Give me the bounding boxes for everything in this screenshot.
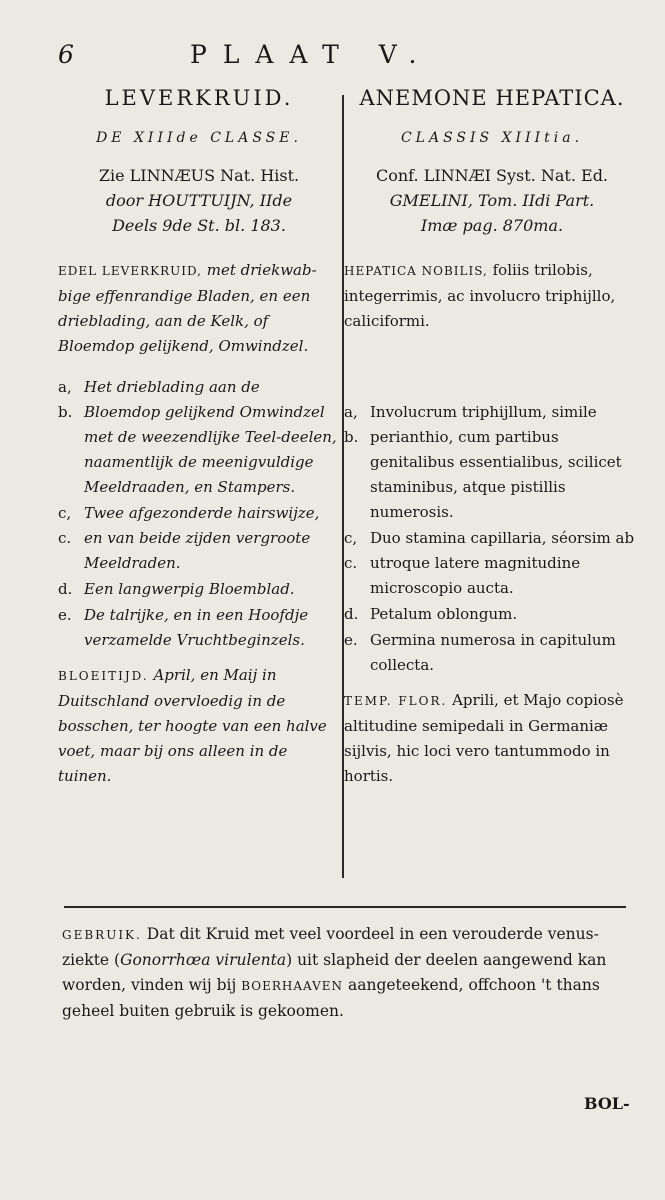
usage-text-b: ) uit slapheid der deelen aangewend kan worden, vinden wij bij [62, 951, 607, 994]
usage-text-a: Dat dit Kruid met veel voordeel in een verouderde venus-ziekte ( [62, 925, 599, 969]
usage-text-c: aangeteekend, offchoon 't thans geheel buiten gebruik is gekoomen. [62, 976, 600, 1020]
latin-description-lead: HEPATICA NOBILIS, [344, 264, 488, 278]
dutch-item-e [58, 603, 340, 653]
plate-title: PLAAT V. [190, 40, 433, 69]
dutch-ref-line-2: door HOUTTUIJN, IIde [105, 191, 293, 210]
dutch-bloom-lead: BLOEITIJD. [58, 669, 149, 683]
dutch-column [58, 80, 340, 789]
item-label: e. [58, 606, 72, 624]
dutch-class: DE XIIIde CLASSE. [96, 130, 302, 146]
latin-description-text: foliis trilobis, integerrimis, ac involucro triphijllo, caliciformi. [344, 261, 616, 330]
latin-bloom-text: Aprili, et Majo copiosè altitudine semipedali in Germaniæ sijlvis, hic loci vero tantummodo in hortis. [344, 691, 624, 785]
latin-ref-line-3: Imæ pag. 870ma. [420, 216, 564, 235]
section-divider [64, 906, 626, 908]
latin-item-ab [344, 400, 640, 525]
latin-item-e [344, 628, 640, 678]
latin-class: CLASSIS XIIItia. [400, 130, 584, 146]
latin-reference [344, 163, 640, 238]
item-text: Twee afgezonderde hairswijze, en van beide zijden vergroote Meeldraden. [84, 504, 320, 572]
page-number: 6 [58, 40, 74, 69]
item-label: a, b. [344, 403, 359, 446]
catchword: BOL- [584, 1094, 630, 1113]
dutch-ref-line-1: Zie LINNÆUS Nat. Hist. [98, 166, 300, 185]
item-label: e. [344, 631, 358, 649]
item-text: Een langwerpig Bloemblad. [84, 580, 295, 598]
item-text: Involucrum triphijllum, simile perianthio, cum partibus genitalibus essentialibus, scilicet staminibus, atque pistillis numerosis. [370, 403, 622, 521]
dutch-title: LEVERKRUID. [104, 86, 294, 110]
item-label: c, c. [344, 529, 358, 572]
dutch-bloom-text: April, en Maij in Duitschland overvloedig in de bosschen, ter hoogte van een halve voet, maar bij ons alleen in de tuinen. [58, 666, 327, 785]
item-label: a, b. [58, 378, 73, 421]
latin-ref-line-2: GMELINI, Tom. IIdi Part. [389, 191, 595, 210]
latin-flowering-time [344, 688, 640, 789]
item-text: De talrijke, en in een Hoofdje verzamelde Vruchtbeginzels. [84, 606, 309, 649]
item-label: c, c. [58, 504, 72, 547]
latin-item-cc [344, 526, 640, 601]
latin-item-d [344, 602, 640, 627]
latin-ref-line-1: Conf. LINNÆI Syst. Nat. Ed. [375, 166, 609, 185]
usage-disease-name: Gonorrhœa virulenta [120, 951, 287, 969]
latin-bloom-lead: TEMP. FLOR. [344, 694, 448, 708]
dutch-blooming-time [58, 663, 340, 789]
item-text: Duo stamina capillaria, séorsim ab utroque latere magnitudine microscopio aucta. [370, 529, 635, 597]
dutch-description-text: met driekwab-bige effenrandige Bladen, en een drieblading, aan de Kelk, of Bloemdop gelijkend, Omwindzel. [58, 261, 317, 355]
item-label: d. [58, 580, 73, 598]
usage-author-name: BOERHAAVEN [241, 979, 344, 993]
item-label: d. [344, 605, 359, 623]
dutch-reference [58, 163, 340, 238]
dutch-item-cc [58, 501, 340, 576]
dutch-item-ab [58, 375, 340, 500]
dutch-ref-line-3: Deels 9de St. bl. 183. [112, 216, 286, 235]
dutch-description [58, 258, 340, 359]
dutch-item-d [58, 577, 340, 602]
usage-paragraph [62, 922, 632, 1024]
item-text: Petalum oblongum. [370, 605, 518, 623]
dutch-description-lead: EDEL LEVERKRUID, [58, 264, 202, 278]
usage-lead: GEBRUIK. [62, 928, 142, 942]
latin-title: ANEMONE HEPATICA. [359, 86, 625, 110]
latin-column [344, 80, 640, 789]
item-text: Germina numerosa in capitulum collecta. [370, 631, 616, 674]
latin-description [344, 258, 640, 334]
item-text: Het drieblading aan de Bloemdop gelijkend Omwindzel met de weezendlijke Teel-deelen, naamentlijk de meenigvuldige Meeldraaden, en Stampers. [84, 378, 337, 496]
